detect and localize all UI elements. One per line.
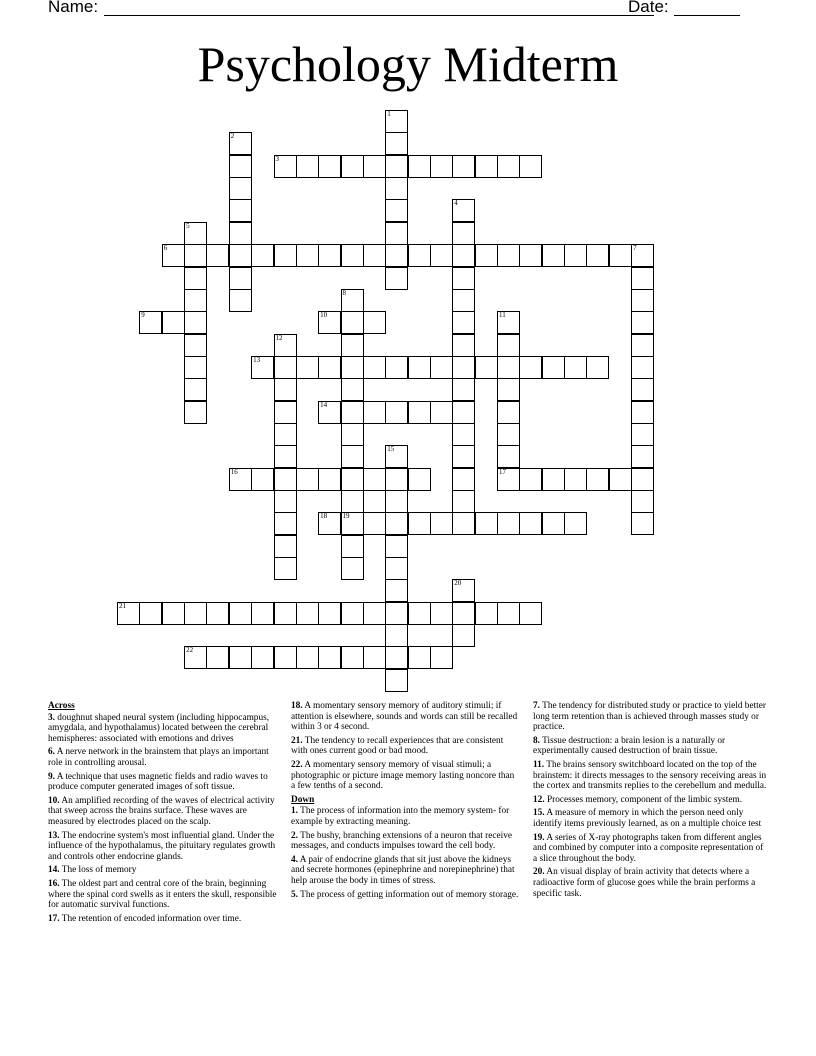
down-clue xyxy=(533,795,769,806)
grid-cell[interactable] xyxy=(184,646,207,669)
clue-number: 15. xyxy=(533,808,545,819)
clue-text: A momentary sensory memory of visual stimuli; a photographic or picture image memory lasting noncore than a few tenths of a second. xyxy=(291,759,515,792)
grid-cell[interactable] xyxy=(363,468,386,491)
grid-cell[interactable] xyxy=(385,199,408,222)
clue-number: 1. xyxy=(291,806,298,817)
grid-cell[interactable] xyxy=(296,244,319,267)
grid-cell[interactable] xyxy=(274,557,297,580)
clue-number: 6 xyxy=(163,244,168,253)
grid-cell[interactable] xyxy=(430,602,453,625)
down-clue xyxy=(291,890,519,901)
grid-cell[interactable] xyxy=(229,646,252,669)
grid-cell[interactable] xyxy=(430,646,453,669)
clue-number: 19 xyxy=(342,512,350,521)
grid-cell[interactable] xyxy=(251,646,274,669)
page-title: Psychology Midterm xyxy=(197,36,619,92)
grid-cell[interactable] xyxy=(274,602,297,625)
grid-cell[interactable] xyxy=(497,378,520,401)
date-label: Date: xyxy=(628,0,669,16)
grid-cell[interactable] xyxy=(318,155,341,178)
grid-cell[interactable] xyxy=(452,222,475,245)
grid-cell[interactable] xyxy=(184,334,207,357)
grid-cell[interactable] xyxy=(318,311,341,334)
grid-cell[interactable] xyxy=(408,468,431,491)
grid-cell[interactable] xyxy=(452,512,475,535)
clue-number: 6. xyxy=(48,747,55,758)
clue-text: A pair of endocrine glands that sit just above the kidneys and secrete hormones (epinephrine and norepinephrine) that help arouse the body in times of stress. xyxy=(291,854,515,886)
grid-cell[interactable] xyxy=(430,244,453,267)
grid-cell[interactable] xyxy=(363,512,386,535)
grid-cell[interactable] xyxy=(385,132,408,155)
clue-number: 10. xyxy=(48,795,60,806)
down-clue xyxy=(533,867,769,899)
grid-cell[interactable] xyxy=(341,602,364,625)
grid-cell[interactable] xyxy=(341,490,364,513)
clue-number: 21 xyxy=(119,601,126,610)
grid-cell[interactable] xyxy=(497,423,520,446)
grid-cell[interactable] xyxy=(497,356,520,379)
grid-cell[interactable] xyxy=(475,602,498,625)
grid-cell[interactable] xyxy=(430,155,453,178)
grid-cell[interactable] xyxy=(296,155,319,178)
grid-cell[interactable] xyxy=(296,468,319,491)
grid-cell[interactable] xyxy=(117,602,140,625)
grid-cell[interactable] xyxy=(251,602,274,625)
grid-cell[interactable] xyxy=(408,602,431,625)
grid-cell[interactable] xyxy=(184,378,207,401)
grid-cell[interactable] xyxy=(229,199,252,222)
clue-number: 20. xyxy=(533,867,545,878)
clue-text: The tendency for distributed study or practice to yield better long term retention than is achieved through masses study or practice. xyxy=(533,701,766,733)
grid-cell[interactable] xyxy=(564,244,587,267)
down-clue xyxy=(291,855,519,887)
grid-cell[interactable] xyxy=(363,356,386,379)
grid-cell[interactable] xyxy=(385,356,408,379)
grid-cell[interactable] xyxy=(206,646,229,669)
grid-cell[interactable] xyxy=(497,445,520,468)
grid-cell[interactable] xyxy=(229,267,252,290)
grid-cell[interactable] xyxy=(184,311,207,334)
grid-cell[interactable] xyxy=(363,646,386,669)
grid-cell[interactable] xyxy=(385,110,408,133)
across-clue xyxy=(48,879,280,911)
clue-text: doughnut shaped neural system (including hippocampus, amygdala, and hypothalamus) located between the cerebral hemispheres: associated with emotions and drives xyxy=(48,712,270,744)
grid-cell[interactable] xyxy=(385,512,408,535)
grid-cell[interactable] xyxy=(452,468,475,491)
grid-cell[interactable] xyxy=(452,490,475,513)
grid-cell[interactable] xyxy=(341,289,364,312)
grid-cell[interactable] xyxy=(452,155,475,178)
grid-cell[interactable] xyxy=(631,445,654,468)
grid-cell[interactable] xyxy=(452,356,475,379)
grid-cell[interactable] xyxy=(631,490,654,513)
grid-cell[interactable] xyxy=(519,244,542,267)
grid-cell[interactable] xyxy=(229,468,252,491)
clue-number: 5 xyxy=(186,221,190,230)
grid-cell[interactable] xyxy=(341,535,364,558)
clue-number: 10 xyxy=(320,311,328,320)
clue-number: 13. xyxy=(48,830,60,841)
grid-cell[interactable] xyxy=(274,512,297,535)
clue-text: A technique that uses magnetic fields and radio waves to produce computer generated images of soft tissue. xyxy=(48,771,268,793)
down-heading: Down xyxy=(291,794,315,805)
grid-cell[interactable] xyxy=(229,602,252,625)
across-clue xyxy=(291,701,519,733)
grid-cell[interactable] xyxy=(452,378,475,401)
grid-cell[interactable] xyxy=(497,468,520,491)
grid-cell[interactable] xyxy=(274,445,297,468)
grid-cell[interactable] xyxy=(341,356,364,379)
clue-number: 2 xyxy=(230,132,235,141)
grid-cell[interactable] xyxy=(184,356,207,379)
clue-number: 3. xyxy=(48,712,55,723)
grid-cell[interactable] xyxy=(475,356,498,379)
grid-cell[interactable] xyxy=(542,244,565,267)
grid-cell[interactable] xyxy=(341,423,364,446)
grid-cell[interactable] xyxy=(162,602,185,625)
grid-cell[interactable] xyxy=(631,334,654,357)
clue-text: An amplified recording of the waves of electrical activity that sweep across the brains surface. These waves are measured by electrodes placed on the scalp. xyxy=(48,795,275,827)
grid-cell[interactable] xyxy=(564,468,587,491)
across-clue xyxy=(291,760,519,792)
grid-cell[interactable] xyxy=(452,244,475,267)
grid-cell[interactable] xyxy=(385,490,408,513)
grid-cell[interactable] xyxy=(184,222,207,245)
clue-number: 5. xyxy=(291,889,298,900)
grid-cell[interactable] xyxy=(542,468,565,491)
clue-number: 22. xyxy=(291,759,303,770)
grid-cell[interactable] xyxy=(385,669,408,692)
clue-number: 12. xyxy=(533,794,545,805)
clue-number: 20 xyxy=(454,579,462,588)
grid-cell[interactable] xyxy=(184,267,207,290)
grid-cell[interactable] xyxy=(184,401,207,424)
grid-cell[interactable] xyxy=(274,535,297,558)
grid-cell[interactable] xyxy=(564,512,587,535)
grid-cell[interactable] xyxy=(296,602,319,625)
down-clue xyxy=(533,760,769,792)
grid-cell[interactable] xyxy=(363,401,386,424)
grid-cell[interactable] xyxy=(475,512,498,535)
grid-cell[interactable] xyxy=(139,311,162,334)
clue-number: 9 xyxy=(141,311,145,320)
grid-cell[interactable] xyxy=(274,155,297,178)
grid-cell[interactable] xyxy=(251,356,274,379)
grid-cell[interactable] xyxy=(586,244,609,267)
clue-text: Tissue destruction: a brain lesion is a naturally or experimentally caused destruction of brain tissue. xyxy=(533,735,726,757)
clue-text: The tendency to recall experiences that are consistent with ones current good or bad mood. xyxy=(291,735,504,757)
grid-cell[interactable] xyxy=(385,177,408,200)
clue-number: 19. xyxy=(533,832,545,843)
grid-cell[interactable] xyxy=(430,401,453,424)
clue-number: 14 xyxy=(320,400,328,409)
grid-cell[interactable] xyxy=(385,602,408,625)
clue-number: 7. xyxy=(533,701,540,711)
clue-text: The retention of encoded information over time. xyxy=(59,913,242,924)
grid-cell[interactable] xyxy=(408,356,431,379)
grid-cell[interactable] xyxy=(609,244,632,267)
grid-cell[interactable] xyxy=(341,557,364,580)
grid-cell[interactable] xyxy=(251,468,274,491)
grid-cell[interactable] xyxy=(363,311,386,334)
clue-text: The endocrine system's most influential gland. Under the influence of the hypothalamus, the pituitary regulates growth and controls other endocrine glands. xyxy=(48,830,276,862)
clue-text: Processes memory, component of the limbic system. xyxy=(544,794,743,805)
clue-text: The oldest part and central core of the brain, beginning where the spinal cord swells as it enters the skull, responsible for automatic survival functions. xyxy=(48,878,277,911)
grid-cell[interactable] xyxy=(318,602,341,625)
down-clue xyxy=(291,806,519,827)
clue-number: 12 xyxy=(275,333,283,342)
clue-text: The process of getting information out of memory storage. xyxy=(297,889,519,900)
grid-cell[interactable] xyxy=(631,356,654,379)
clue-text: The brains sensory switchboard located on the top of the brainstem: it directs messages to the sensory receiving areas in the cortex and transmits replies to the cerebellum and medulla. xyxy=(533,759,767,792)
grid-cell[interactable] xyxy=(519,512,542,535)
grid-cell[interactable] xyxy=(408,512,431,535)
grid-cell[interactable] xyxy=(274,334,297,357)
grid-cell[interactable] xyxy=(631,378,654,401)
grid-cell[interactable] xyxy=(385,557,408,580)
grid-cell[interactable] xyxy=(341,512,364,535)
clue-number: 16. xyxy=(48,878,60,889)
grid-cell[interactable] xyxy=(139,602,162,625)
grid-cell[interactable] xyxy=(274,401,297,424)
grid-cell[interactable] xyxy=(497,334,520,357)
grid-cell[interactable] xyxy=(318,356,341,379)
clue-number: 8 xyxy=(342,288,346,297)
clues-column-2 xyxy=(291,701,519,903)
grid-cell[interactable] xyxy=(341,378,364,401)
grid-cell[interactable] xyxy=(385,468,408,491)
grid-cell[interactable] xyxy=(408,646,431,669)
grid-cell[interactable] xyxy=(452,334,475,357)
clue-text: An visual display of brain activity that detects where a radioactive form of glucose goes while the brain performs a specific task. xyxy=(533,867,756,899)
clue-number: 8. xyxy=(533,735,540,746)
grid-cell[interactable] xyxy=(363,244,386,267)
grid-cell[interactable] xyxy=(542,512,565,535)
grid-cell[interactable] xyxy=(631,244,654,267)
clue-number: 9. xyxy=(48,771,55,782)
grid-cell[interactable] xyxy=(274,468,297,491)
clues-column-3 xyxy=(533,701,769,902)
grid-cell[interactable] xyxy=(475,155,498,178)
clue-number: 2. xyxy=(291,830,298,841)
grid-cell[interactable] xyxy=(519,356,542,379)
clue-number: 13 xyxy=(253,355,261,364)
grid-cell[interactable] xyxy=(162,311,185,334)
grid-cell[interactable] xyxy=(385,401,408,424)
down-clue xyxy=(533,736,769,757)
across-clue xyxy=(48,713,280,745)
across-clue xyxy=(48,865,280,876)
grid-cell[interactable] xyxy=(452,199,475,222)
grid-cell[interactable] xyxy=(408,244,431,267)
grid-cell[interactable] xyxy=(318,468,341,491)
across-heading: Across xyxy=(48,701,75,711)
grid-cell[interactable] xyxy=(631,289,654,312)
clue-number: 21. xyxy=(291,735,303,746)
grid-cell[interactable] xyxy=(274,646,297,669)
grid-cell[interactable] xyxy=(296,356,319,379)
grid-cell[interactable] xyxy=(274,490,297,513)
grid-cell[interactable] xyxy=(564,356,587,379)
grid-cell[interactable] xyxy=(385,579,408,602)
grid-cell[interactable] xyxy=(497,155,520,178)
grid-cell[interactable] xyxy=(497,602,520,625)
grid-cell[interactable] xyxy=(318,401,341,424)
grid-cell[interactable] xyxy=(385,244,408,267)
grid-cell[interactable] xyxy=(631,311,654,334)
grid-cell[interactable] xyxy=(385,624,408,647)
clue-number: 16 xyxy=(230,467,238,476)
clue-number: 11. xyxy=(533,759,545,770)
down-clue xyxy=(291,831,519,852)
across-clue xyxy=(291,736,519,757)
grid-cell[interactable] xyxy=(206,602,229,625)
grid-cell[interactable] xyxy=(184,289,207,312)
grid-cell[interactable] xyxy=(341,468,364,491)
grid-cell[interactable] xyxy=(229,244,252,267)
grid-cell[interactable] xyxy=(452,401,475,424)
grid-cell[interactable] xyxy=(452,602,475,625)
grid-cell[interactable] xyxy=(497,311,520,334)
grid-cell[interactable] xyxy=(430,356,453,379)
clue-number: 4 xyxy=(454,199,458,208)
grid-cell[interactable] xyxy=(385,222,408,245)
clue-number: 1 xyxy=(387,110,391,118)
down-clue xyxy=(533,808,769,829)
grid-cell[interactable] xyxy=(341,334,364,357)
grid-cell[interactable] xyxy=(296,646,319,669)
grid-cell[interactable] xyxy=(341,646,364,669)
grid-cell[interactable] xyxy=(452,423,475,446)
grid-cell[interactable] xyxy=(363,155,386,178)
grid-cell[interactable] xyxy=(274,356,297,379)
grid-cell[interactable] xyxy=(385,267,408,290)
grid-cell[interactable] xyxy=(341,401,364,424)
grid-cell[interactable] xyxy=(385,155,408,178)
grid-cell[interactable] xyxy=(497,401,520,424)
across-clue xyxy=(48,796,280,828)
clue-number: 3 xyxy=(275,154,279,163)
across-clue xyxy=(48,914,280,925)
grid-cell[interactable] xyxy=(631,267,654,290)
grid-cell[interactable] xyxy=(452,267,475,290)
grid-cell[interactable] xyxy=(452,311,475,334)
clue-number: 15 xyxy=(387,445,395,454)
clue-text: The bushy, branching extensions of a neuron that receive messages, and conducts impulses toward the cell body. xyxy=(291,830,513,852)
grid-cell[interactable] xyxy=(385,445,408,468)
clue-number: 7 xyxy=(633,244,637,253)
grid-cell[interactable] xyxy=(452,289,475,312)
grid-cell[interactable] xyxy=(229,222,252,245)
grid-cell[interactable] xyxy=(475,244,498,267)
grid-cell[interactable] xyxy=(341,244,364,267)
grid-cell[interactable] xyxy=(274,244,297,267)
grid-cell[interactable] xyxy=(251,244,274,267)
grid-cell[interactable] xyxy=(497,512,520,535)
grid-cell[interactable] xyxy=(341,445,364,468)
clue-number: 18. xyxy=(291,701,303,711)
clue-text: A measure of memory in which the person need only identify items previously learned, as on a multiple choice test xyxy=(533,808,762,829)
clues-column-1 xyxy=(48,701,280,927)
name-label: Name: xyxy=(48,0,99,16)
grid-cell[interactable] xyxy=(341,155,364,178)
clue-number: 4. xyxy=(291,854,298,865)
grid-cell[interactable] xyxy=(452,624,475,647)
clue-text: The process of information into the memory system- for example by extracting meaning. xyxy=(291,806,510,827)
grid-cell[interactable] xyxy=(274,423,297,446)
grid-cell[interactable] xyxy=(184,244,207,267)
grid-cell[interactable] xyxy=(363,602,386,625)
clue-text: A nerve network in the brainstem that plays an important role in controlling arousal. xyxy=(48,747,269,768)
grid-cell[interactable] xyxy=(162,244,185,267)
clue-number: 17. xyxy=(48,913,60,924)
grid-cell[interactable] xyxy=(408,401,431,424)
grid-cell[interactable] xyxy=(341,311,364,334)
grid-cell[interactable] xyxy=(631,401,654,424)
grid-cell[interactable] xyxy=(408,155,431,178)
grid-cell[interactable] xyxy=(318,512,341,535)
grid-cell[interactable] xyxy=(184,602,207,625)
clue-number: 22 xyxy=(186,646,194,655)
clue-text: A momentary sensory memory of auditory stimuli; if attention is elsewhere, sounds and words can still be recalled within 3 or 4 second. xyxy=(291,701,518,733)
clue-number: 14. xyxy=(48,865,60,876)
grid-cell[interactable] xyxy=(385,646,408,669)
grid-cell[interactable] xyxy=(229,289,252,312)
down-clue xyxy=(533,833,769,865)
across-clue xyxy=(48,772,280,793)
grid-cell[interactable] xyxy=(229,177,252,200)
grid-cell[interactable] xyxy=(318,244,341,267)
clue-number: 17 xyxy=(499,467,506,476)
grid-cell[interactable] xyxy=(385,535,408,558)
clue-text: The loss of memory xyxy=(59,865,137,876)
grid-cell[interactable] xyxy=(229,155,252,178)
grid-cell[interactable] xyxy=(452,445,475,468)
across-clue xyxy=(48,831,280,863)
grid-cell[interactable] xyxy=(519,602,542,625)
clue-text: A series of X-ray photographs taken from different angles and combined by computer into a composite representation of a slice throughout the body. xyxy=(533,832,764,864)
clue-number: 11 xyxy=(499,311,506,320)
grid-cell[interactable] xyxy=(519,155,542,178)
grid-cell[interactable] xyxy=(519,468,542,491)
across-clue xyxy=(48,747,280,768)
grid-cell[interactable] xyxy=(631,512,654,535)
grid-cell[interactable] xyxy=(631,468,654,491)
grid-cell[interactable] xyxy=(586,468,609,491)
grid-cell[interactable] xyxy=(631,423,654,446)
grid-cell[interactable] xyxy=(274,378,297,401)
down-clue xyxy=(533,701,769,733)
grid-cell[interactable] xyxy=(430,512,453,535)
grid-cell[interactable] xyxy=(542,356,565,379)
grid-cell[interactable] xyxy=(609,468,632,491)
grid-cell[interactable] xyxy=(206,244,229,267)
grid-cell[interactable] xyxy=(497,244,520,267)
grid-cell[interactable] xyxy=(229,132,252,155)
grid-cell[interactable] xyxy=(452,579,475,602)
grid-cell[interactable] xyxy=(586,356,609,379)
grid-cell[interactable] xyxy=(318,646,341,669)
clue-number: 18 xyxy=(320,512,328,521)
